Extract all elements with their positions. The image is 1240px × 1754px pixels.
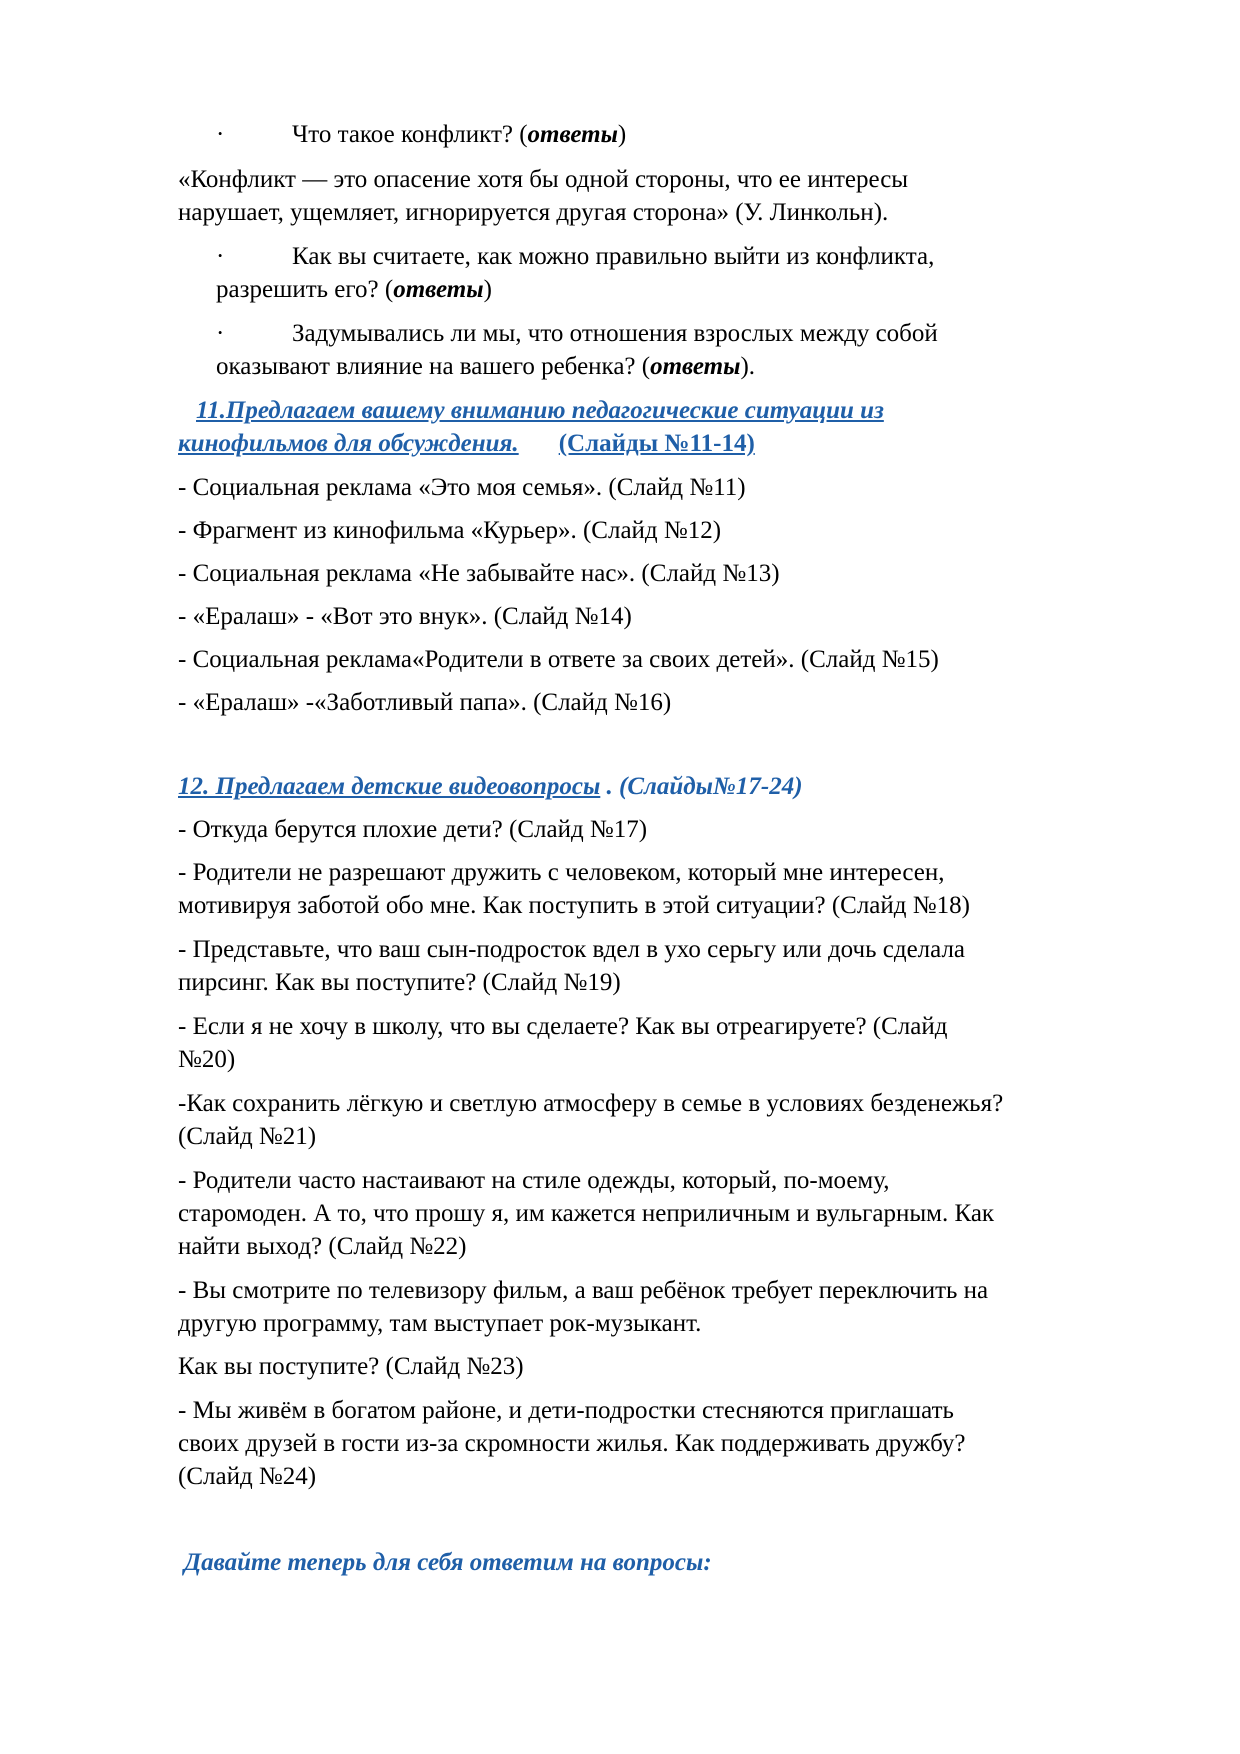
quote-line-1: «Конфликт — это опасение хотя бы одной стороны, что ее интересы	[178, 166, 909, 193]
list-item: - «Ералаш» - «Вот это внук». (Слайд №14)	[178, 603, 632, 630]
list-item-continuation: своих друзей в гости из-за скромности жилья. Как поддерживать дружбу?	[178, 1430, 966, 1457]
list-item-continuation: (Слайд №24)	[178, 1463, 317, 1490]
list-item: - Вы смотрите по телевизору фильм, а ваш ребёнок требует переключить на	[178, 1277, 989, 1304]
section-12-heading: 12. Предлагаем детские видеовопросы . (Слайды№17-24)	[178, 773, 803, 800]
list-item: - Мы живём в богатом районе, и дети-подростки стесняются приглашать	[178, 1397, 954, 1424]
list-item: - Если я не хочу в школу, что вы сделаете? Как вы отреагируете? (Слайд	[178, 1013, 948, 1040]
list-item: - «Ералаш» -«Заботливый папа». (Слайд №16)	[178, 689, 672, 716]
list-item: - Социальная реклама «Не забывайте нас». (Слайд №13)	[178, 560, 780, 587]
section-11-heading-line-2: кинофильмов для обсуждения. (Слайды №11-14)	[178, 430, 755, 457]
bullet-marker: ·	[216, 320, 225, 347]
bullet-question-1: Что такое конфликт? (ответы)	[292, 121, 627, 148]
closing-heading: Давайте теперь для себя ответим на вопросы:	[184, 1549, 712, 1576]
bullet-question-2-line-2: разрешить его? (ответы)	[216, 276, 492, 303]
list-item: - Родители часто настаивают на стиле одежды, который, по-моему,	[178, 1167, 890, 1194]
bullet-question-3-line-1: Задумывались ли мы, что отношения взрослых между собой	[292, 320, 938, 347]
list-item-continuation: мотивируя заботой обо мне. Как поступить в этой ситуации? (Слайд №18)	[178, 892, 970, 919]
list-item-continuation: старомоден. А то, что прошу я, им кажется неприличным и вульгарным. Как	[178, 1200, 995, 1227]
bullet-question-3-line-2: оказывают влияние на вашего ребенка? (ответы).	[216, 353, 756, 380]
section-11-heading-line-1: 11.Предлагаем вашему вниманию педагогические ситуации из	[196, 397, 884, 424]
bullet-question-2-line-1: Как вы считаете, как можно правильно выйти из конфликта,	[292, 243, 935, 270]
bullet-marker: ·	[216, 243, 225, 270]
list-item-continuation: №20)	[178, 1046, 236, 1073]
list-item-continuation: другую программу, там выступает рок-музыкант.	[178, 1310, 702, 1337]
list-item: - Фрагмент из кинофильма «Курьер». (Слайд №12)	[178, 517, 722, 544]
list-item-continuation: найти выход? (Слайд №22)	[178, 1233, 467, 1260]
list-item: -Как сохранить лёгкую и светлую атмосферу в семье в условиях безденежья?	[178, 1090, 1004, 1117]
list-item-continuation: (Слайд №21)	[178, 1123, 317, 1150]
list-item: - Социальная реклама«Родители в ответе за своих детей». (Слайд №15)	[178, 646, 939, 673]
list-item: - Представьте, что ваш сын-подросток вдел в ухо серьгу или дочь сделала	[178, 936, 966, 963]
list-item: - Родители не разрешают дружить с человеком, который мне интересен,	[178, 859, 945, 886]
list-item: - Откуда берутся плохие дети? (Слайд №17)	[178, 816, 648, 843]
quote-line-2: нарушает, ущемляет, игнорируется другая сторона» (У. Линкольн).	[178, 199, 889, 226]
list-item: - Социальная реклама «Это моя семья». (Слайд №11)	[178, 474, 746, 501]
list-item-continuation: пирсинг. Как вы поступите? (Слайд №19)	[178, 969, 621, 996]
list-item: Как вы поступите? (Слайд №23)	[178, 1353, 524, 1380]
bullet-marker: ·	[216, 121, 225, 148]
